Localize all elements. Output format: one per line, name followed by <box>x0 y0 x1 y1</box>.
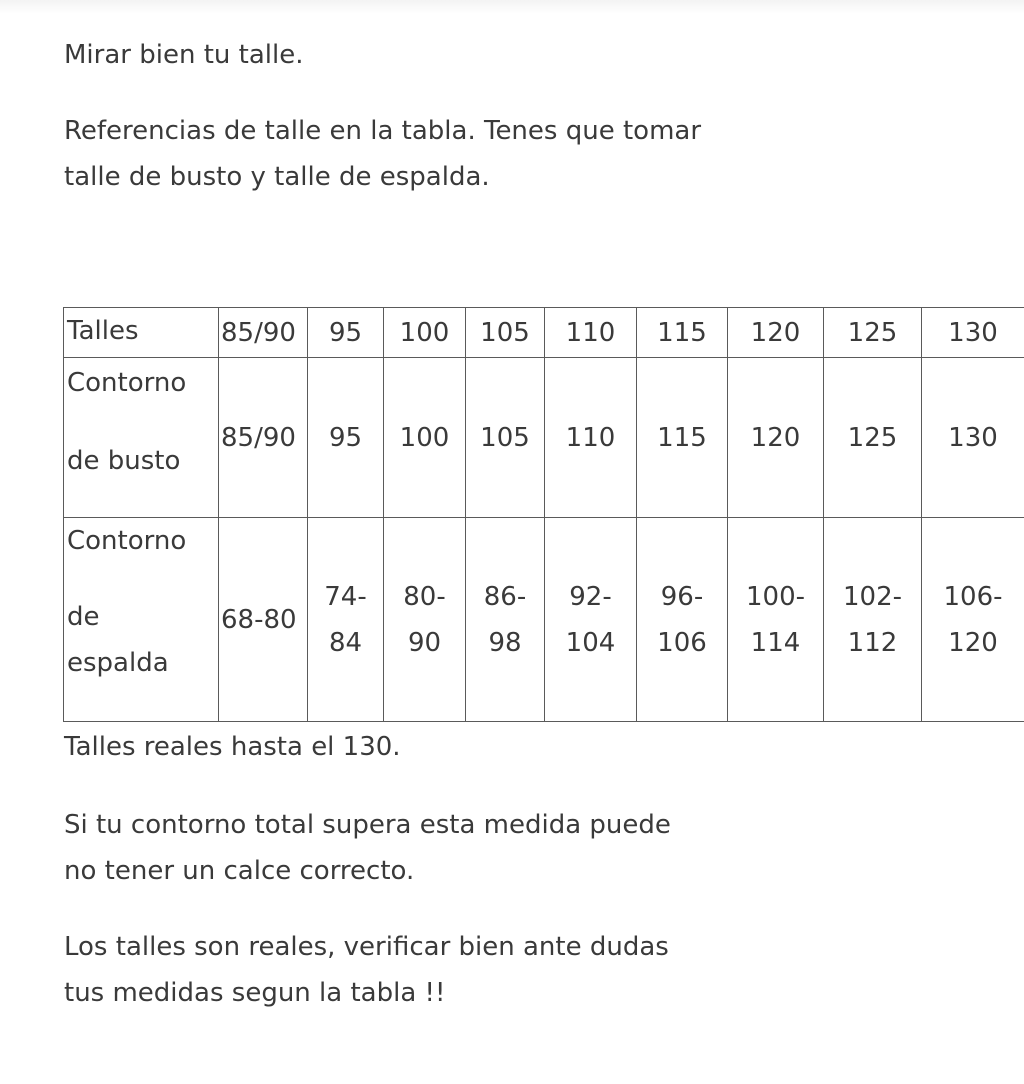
espalda-cell: 74- 84 <box>308 518 384 722</box>
intro-paragraph <box>64 108 701 200</box>
espalda-cell: 68-80 <box>219 518 308 722</box>
size-cell: 95 <box>308 308 384 358</box>
table-row-busto <box>64 358 1024 518</box>
row-label-line: de busto <box>67 446 181 476</box>
size-cell: 125 <box>824 308 922 358</box>
busto-cell: 120 <box>728 358 824 518</box>
row-label-line: de <box>67 602 100 632</box>
warning-text-line-2: tus medidas segun la tabla !! <box>64 978 446 1008</box>
row-label-line: Contorno <box>67 368 187 398</box>
busto-cell: 110 <box>545 358 637 518</box>
espalda-cell: 86- 98 <box>466 518 545 722</box>
intro-text-line-1: Referencias de talle en la tabla. Tenes que tomar <box>64 116 702 146</box>
row-label-line: Contorno <box>67 526 187 556</box>
notes-text-line-2: no tener un calce correcto. <box>64 856 415 886</box>
busto-cell: 125 <box>824 358 922 518</box>
espalda-cell: 92- 104 <box>545 518 637 722</box>
busto-cell: 115 <box>637 358 728 518</box>
busto-cell: 130 <box>922 358 1024 518</box>
notes-text-line-1: Si tu contorno total supera esta medida puede <box>64 810 671 840</box>
header-label-cell: Talles <box>64 308 219 358</box>
espalda-cell: 102- 112 <box>824 518 922 722</box>
size-table <box>63 307 1024 722</box>
row-label-espalda <box>64 518 219 722</box>
size-cell: 115 <box>637 308 728 358</box>
espalda-cell: 106- 120 <box>922 518 1024 722</box>
warning-text-line-1: Los talles son reales, verificar bien ante dudas <box>64 932 669 962</box>
table-row-sizes <box>64 308 1024 358</box>
espalda-cell: 80- 90 <box>384 518 466 722</box>
size-cell: 105 <box>466 308 545 358</box>
table-row-espalda <box>64 518 1024 722</box>
size-cell: 100 <box>384 308 466 358</box>
espalda-cell: 96- 106 <box>637 518 728 722</box>
size-cell: 85/90 <box>219 308 308 358</box>
busto-cell: 105 <box>466 358 545 518</box>
intro-text-line-2: talle de busto y talle de espalda. <box>64 162 490 192</box>
intro-line: Mirar bien tu talle. <box>64 40 304 70</box>
size-cell: 110 <box>545 308 637 358</box>
busto-cell: 95 <box>308 358 384 518</box>
warning-paragraph <box>64 924 669 1016</box>
notes-line: Talles reales hasta el 130. <box>64 732 401 762</box>
size-cell: 120 <box>728 308 824 358</box>
row-label-busto <box>64 358 219 518</box>
size-cell: 130 <box>922 308 1024 358</box>
notes-paragraph <box>64 802 671 894</box>
espalda-cell: 100- 114 <box>728 518 824 722</box>
busto-cell: 85/90 <box>219 358 308 518</box>
busto-cell: 100 <box>384 358 466 518</box>
top-divider-shade <box>0 0 1024 14</box>
row-label-line: espalda <box>67 648 169 678</box>
